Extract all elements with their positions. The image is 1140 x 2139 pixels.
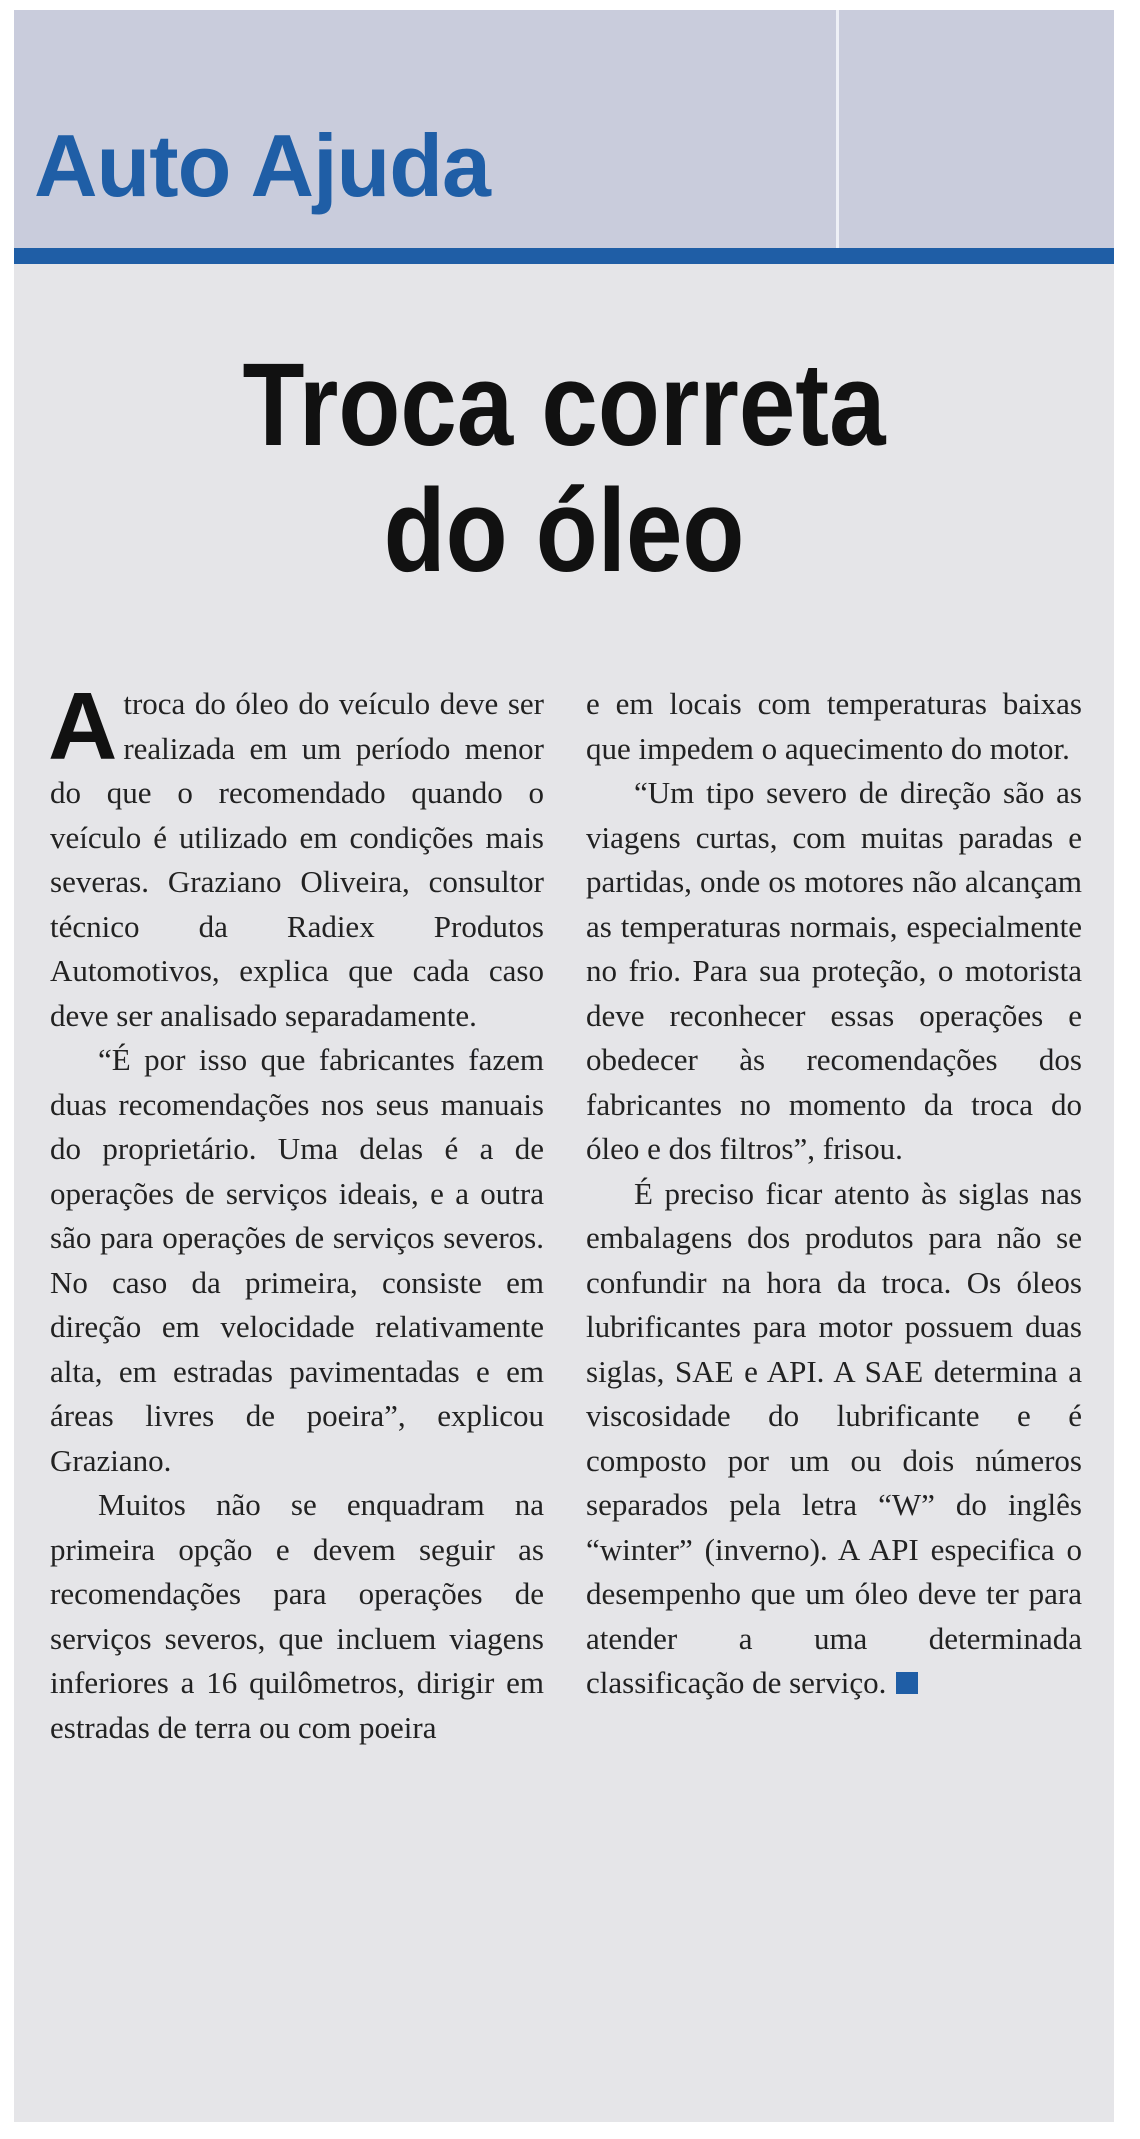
header-divider: [836, 10, 839, 248]
end-of-article-icon: [896, 1672, 918, 1694]
drop-cap: A: [48, 673, 118, 780]
article-column-right: [586, 682, 1082, 1706]
article-paragraph: Muitos não se enquadram na primeira opção e devem seguir as recomendações para operações de serviços severos, que incluem viagens inferiores a 16 quilômetros, dirigir em estradas de terra ou com poeira: [50, 1487, 544, 1745]
article-paragraph: [48, 673, 544, 1038]
article-paragraph: “Um tipo severo de direção são as viagens curtas, com muitas paradas e partidas, onde os motores não alcançam as temperaturas normais, especialmente no frio. Para sua proteção, o motorista deve reconhecer essas operações e obedecer às recomendações dos fabricantes no momento da troca do óleo e dos filtros”, frisou.: [586, 775, 1082, 1166]
paragraph-text: É preciso ficar atento às siglas nas embalagens dos produtos para não se confundir na hora da troca. Os óleos lubrificantes para motor possuem duas siglas, SAE e API. A SAE determina a viscosidade do lubrificante e é composto por um ou dois números separados pela letra “W” do inglês “winter” (inverno). A API especifica o desempenho que um óleo deve ter para atender a uma determinada classificação de serviço.: [586, 1175, 1082, 1700]
newspaper-page: [14, 10, 1114, 2122]
paragraph-text: troca do óleo do veículo deve ser realizada em um período menor do que o recomendado quando o veículo é utilizado em condições mais severas. Graziano Oliveira, consultor técnico da Radiex Produtos Automotivos, explica que cada caso deve ser analisado separadamente.: [50, 686, 544, 1033]
article-column-left: [48, 673, 544, 1750]
headline-line-1: Troca correta: [242, 339, 886, 471]
article-paragraph: “É por isso que fabricantes fazem duas recomendações nos seus manuais do proprietário. Uma delas é a de operações de serviços ideais, e a outra são para operações de serviços severos. No caso da primeira, consiste em direção em velocidade relativamente alta, em estradas pavimentadas e em áreas livres de poeira”, explicou Graziano.: [50, 1042, 544, 1478]
article-paragraph: [586, 1172, 1082, 1706]
article-paragraph: e em locais com temperaturas baixas que impedem o aquecimento do motor.: [586, 686, 1082, 766]
section-title: Auto Ajuda: [34, 116, 490, 215]
section-header: [14, 10, 1114, 248]
headline-line-2: do óleo: [383, 465, 745, 597]
header-rule: [14, 248, 1114, 264]
article-headline: [91, 339, 1037, 597]
